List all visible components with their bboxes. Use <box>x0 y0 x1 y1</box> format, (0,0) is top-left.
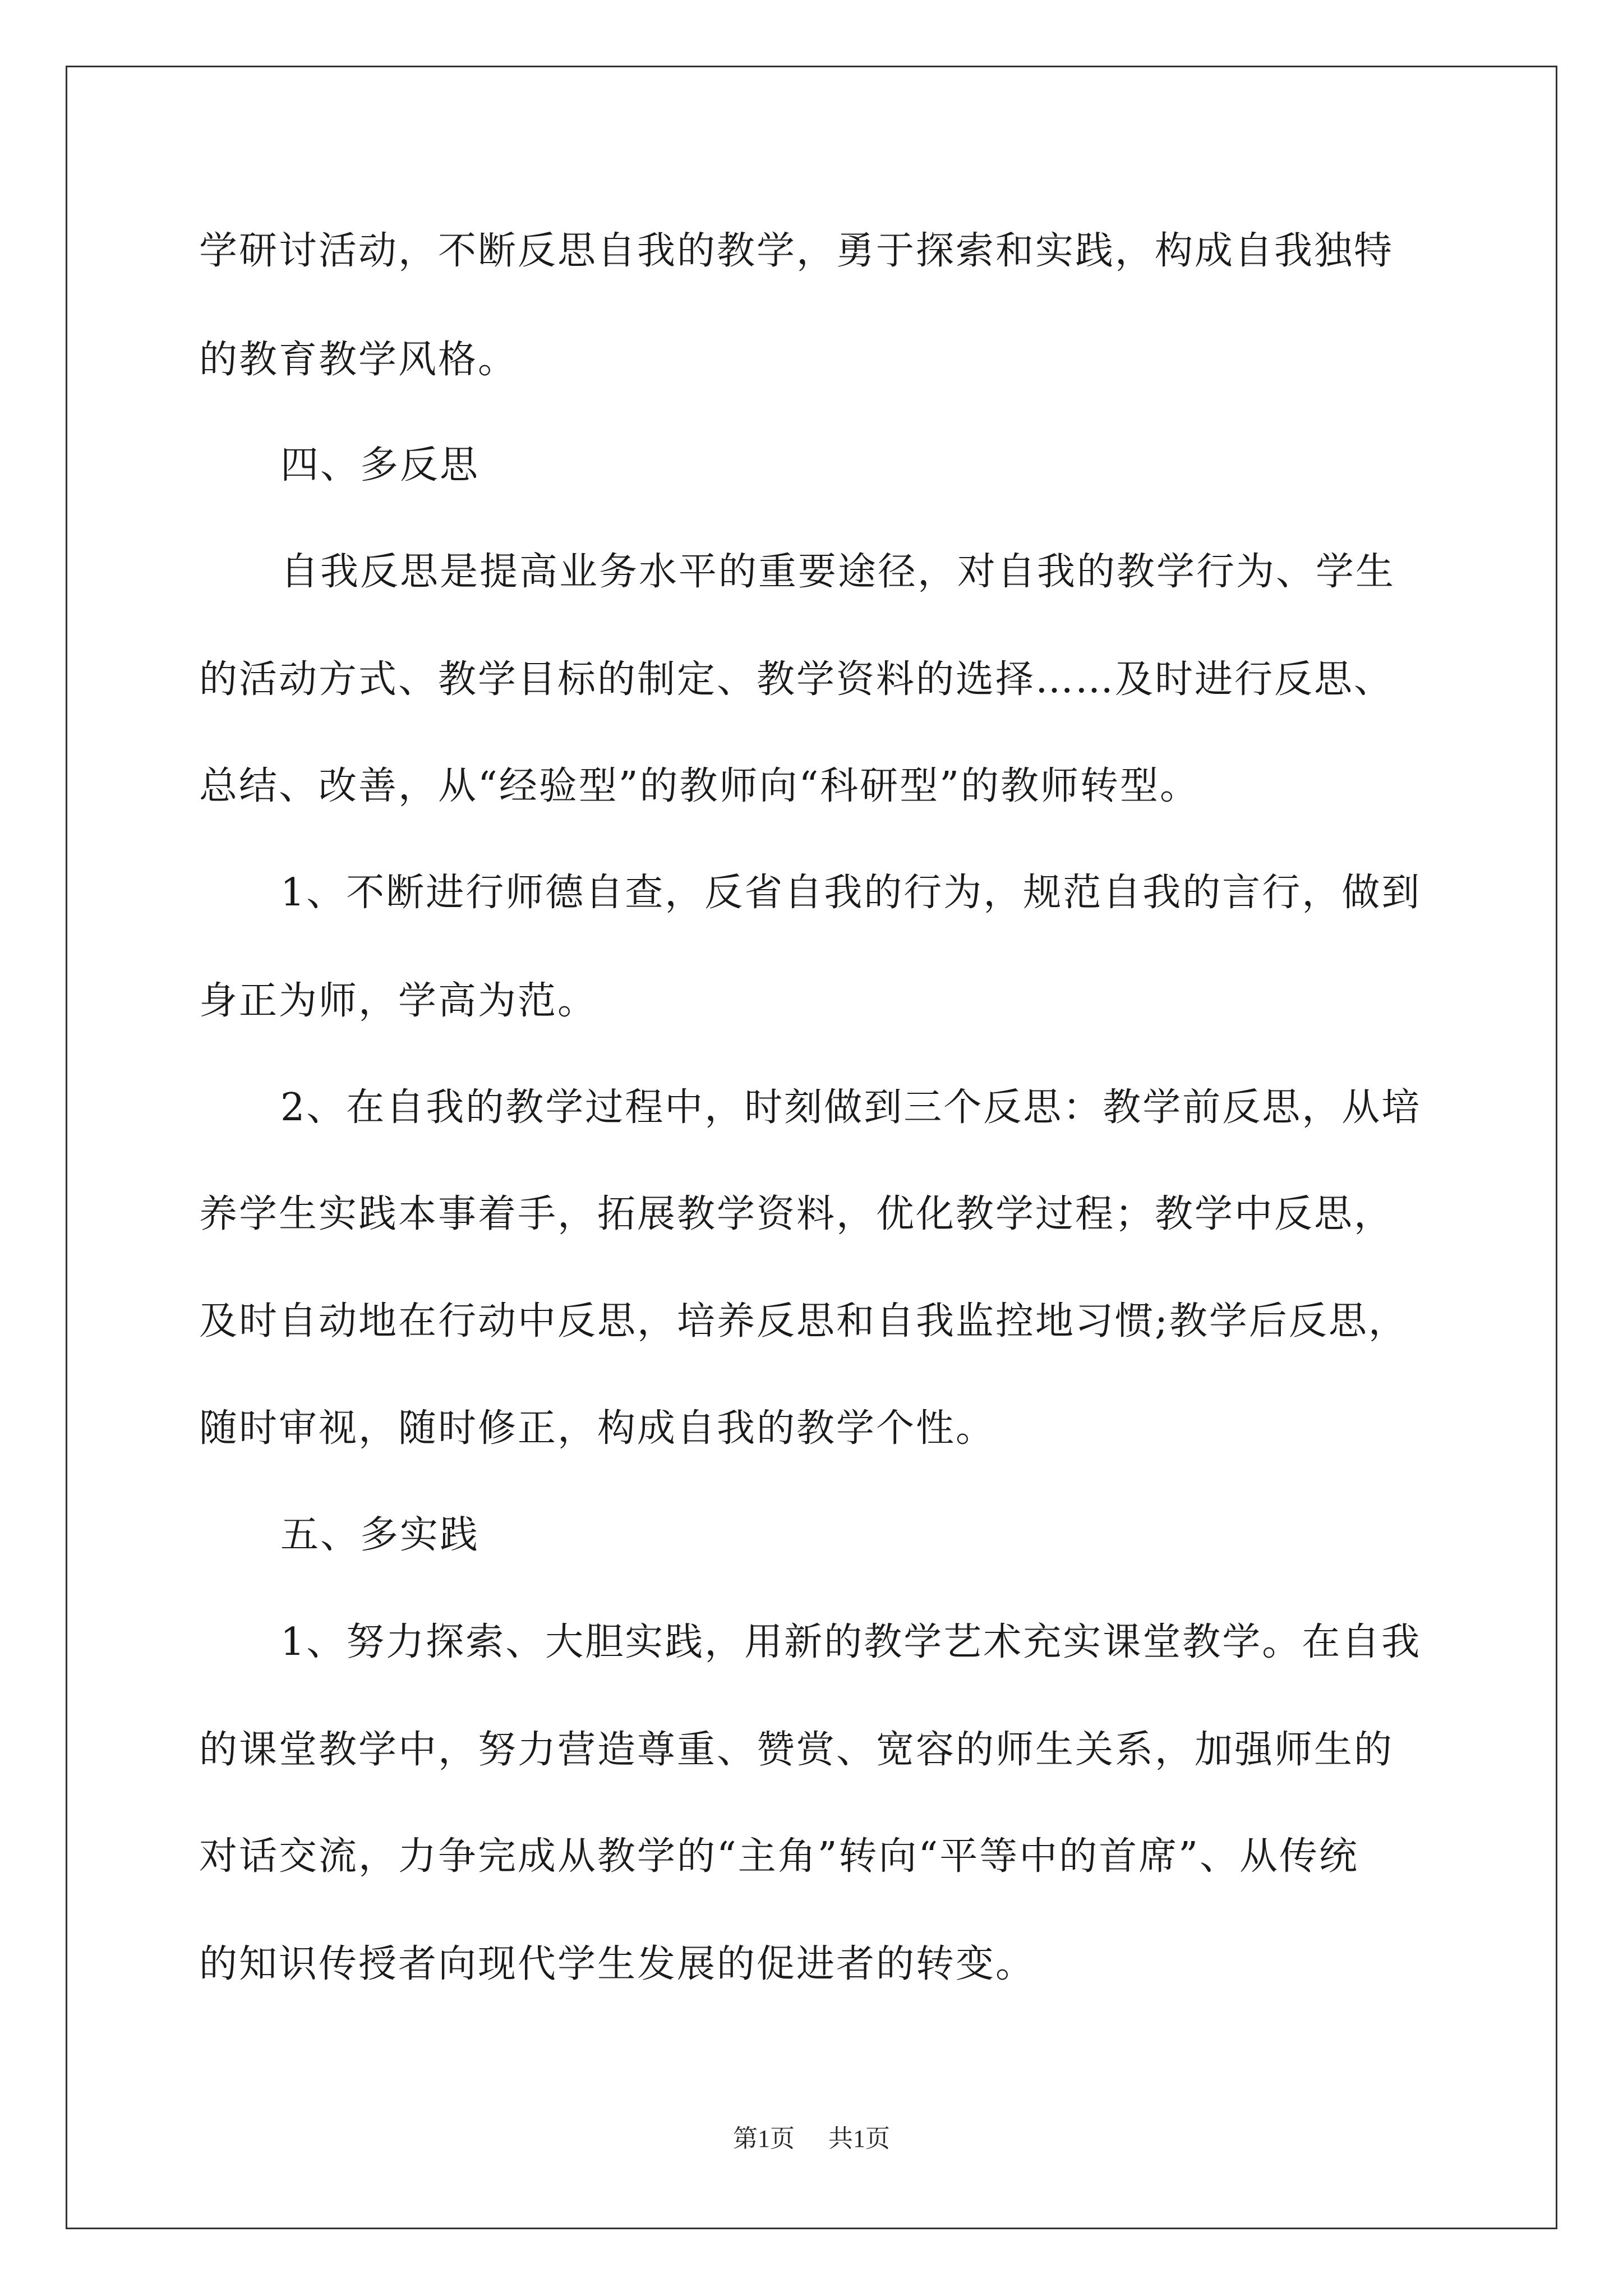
body-text-line: 随时审视，随时修正，构成自我的教学个性。 <box>199 1406 996 1451</box>
body-text-line: 养学生实践本事着手，拓展教学资料，优化教学过程；教学中反思， <box>199 1192 1394 1236</box>
paragraph-first-line: 自我反思是提高业务水平的重要途径，对自我的教学行为、学生 <box>280 550 1396 594</box>
page-footer <box>0 2123 1623 2155</box>
body-text-line: 总结、改善，从“经验型”的教师向“科研型”的教师转型。 <box>199 764 1200 808</box>
page-number: 第1页 <box>733 2125 795 2152</box>
section-heading: 五、多实践 <box>280 1513 480 1557</box>
body-text-line: 对话交流，力争完成从教学的“主角”转向“平等中的首席”、从传统 <box>199 1834 1359 1879</box>
page-total: 共1页 <box>828 2125 890 2152</box>
list-item-first-line: 2、在自我的教学过程中，时刻做到三个反思：教学前反思，从培 <box>280 1085 1422 1130</box>
body-text-line: 的活动方式、教学目标的制定、教学资料的选择……及时进行反思、 <box>199 657 1394 702</box>
page-border <box>66 66 1557 2229</box>
body-text-line: 的教育教学风格。 <box>199 338 518 382</box>
body-text-line: 学研讨活动，不断反思自我的教学，勇于探索和实践，构成自我独特 <box>199 229 1394 273</box>
body-text-line: 的课堂教学中，努力营造尊重、赞赏、宽容的师生关系，加强师生的 <box>199 1728 1394 1772</box>
body-text-line: 及时自动地在行动中反思，培养反思和自我监控地习惯;教学后反思， <box>199 1299 1408 1343</box>
body-text-line: 的知识传授者向现代学生发展的促进者的转变。 <box>199 1942 1036 1986</box>
list-item-first-line: 1、不断进行师德自查，反省自我的行为，规范自我的言行，做到 <box>280 871 1422 915</box>
list-item-first-line: 1、努力探索、大胆实践，用新的教学艺术充实课堂教学。在自我 <box>280 1620 1422 1664</box>
section-heading: 四、多反思 <box>280 443 480 487</box>
body-text-line: 身正为师，学高为范。 <box>199 979 598 1023</box>
